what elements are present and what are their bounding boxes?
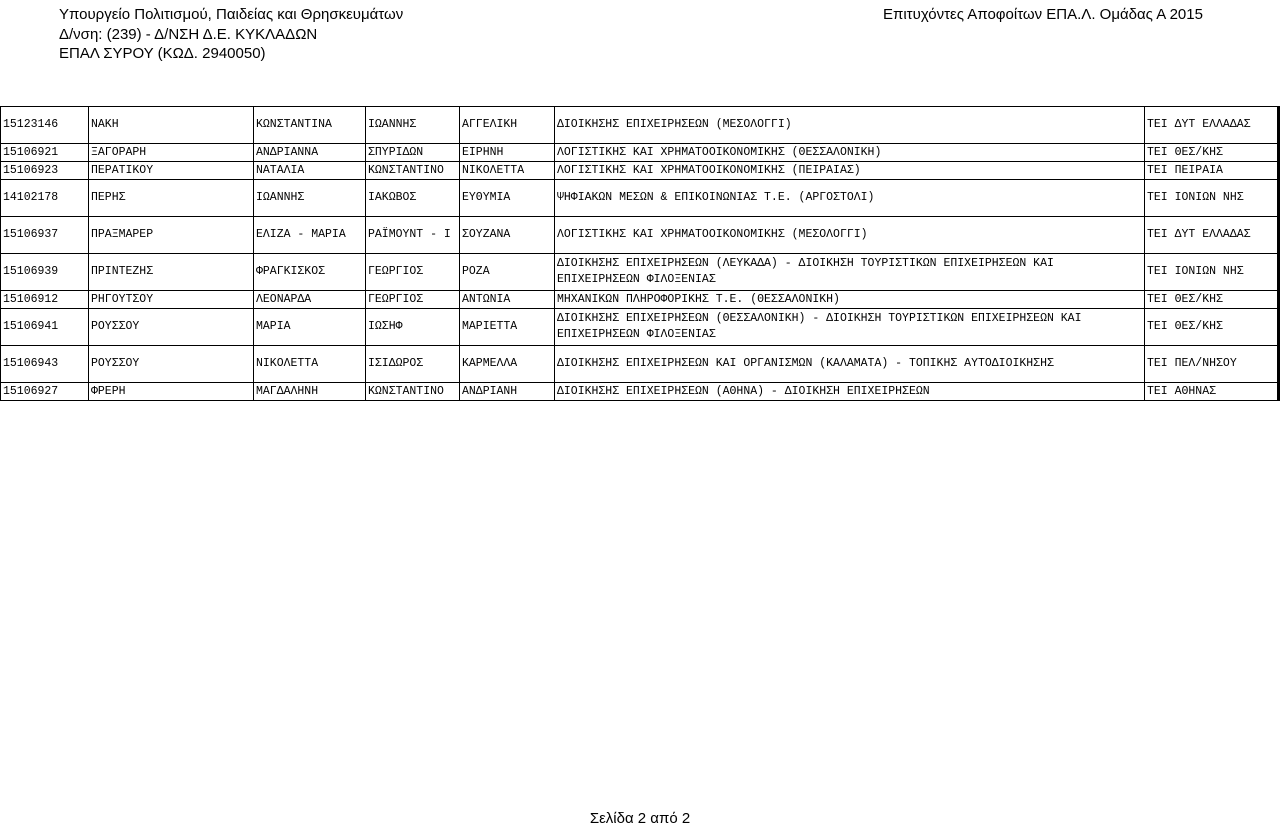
father-name: ΓΕΩΡΓΙΟΣ [366,291,460,309]
institution: ΤΕΙ ΠΕΙΡΑΙΑ [1145,162,1279,180]
first-name: ΦΡΑΓΚΙΣΚΟΣ [254,254,366,291]
father-name: ΙΑΚΩΒΟΣ [366,180,460,217]
table-row [1,162,1279,180]
document-header-left [59,5,403,64]
first-name: ΜΑΡΙΑ [254,309,366,346]
surname: ΡΗΓΟΥΤΣΟΥ [89,291,254,309]
father-name: ΚΩΝΣΤΑΝΤΙΝΟ [366,162,460,180]
table-row [1,180,1279,217]
department: ΔΙΟΙΚΗΣΗΣ ΕΠΙΧΕΙΡΗΣΕΩΝ ΚΑΙ ΟΡΓΑΝΙΣΜΩΝ (ΚΑΛΑΜΑΤΑ) - ΤΟΠΙΚΗΣ ΑΥΤΟΔΙΟΙΚΗΣΗΣ [555,346,1145,383]
table-row [1,383,1279,401]
directorate-name: Δ/νση: (239) - Δ/ΝΣΗ Δ.Ε. ΚΥΚΛΑΔΩΝ [59,25,318,43]
father-name: ΙΣΙΔΩΡΟΣ [366,346,460,383]
first-name: ΕΛΙΖΑ - ΜΑΡΙΑ [254,217,366,254]
institution: ΤΕΙ ΔΥΤ ΕΛΛΑΔΑΣ [1145,107,1279,144]
surname: ΠΕΡΑΤΙΚΟΥ [89,162,254,180]
department: ΔΙΟΙΚΗΣΗΣ ΕΠΙΧΕΙΡΗΣΕΩΝ (ΘΕΣΣΑΛΟΝΙΚΗ) - ΔΙΟΙΚΗΣΗ ΤΟΥΡΙΣΤΙΚΩΝ ΕΠΙΧΕΙΡΗΣΕΩΝ ΚΑΙ ΕΠΙΧΕΙΡΗΣΕΩΝ ΦΙΛΟΞΕΝΙΑΣ [555,309,1145,346]
surname: ΝΑΚΗ [89,107,254,144]
table-row [1,254,1279,291]
results-table [0,106,1280,401]
department: ΛΟΓΙΣΤΙΚΗΣ ΚΑΙ ΧΡΗΜΑΤΟΟΙΚΟΝΟΜΙΚΗΣ (ΠΕΙΡΑΙΑΣ) [555,162,1145,180]
department: ΔΙΟΙΚΗΣΗΣ ΕΠΙΧΕΙΡΗΣΕΩΝ (ΜΕΣΟΛΟΓΓΙ) [555,107,1145,144]
father-name: ΙΩΑΝΝΗΣ [366,107,460,144]
department: ΔΙΟΙΚΗΣΗΣ ΕΠΙΧΕΙΡΗΣΕΩΝ (ΛΕΥΚΑΔΑ) - ΔΙΟΙΚΗΣΗ ΤΟΥΡΙΣΤΙΚΩΝ ΕΠΙΧΕΙΡΗΣΕΩΝ ΚΑΙ ΕΠΙΧΕΙΡΗΣΕΩΝ ΦΙΛΟΞΕΝΙΑΣ [555,254,1145,291]
department: ΜΗΧΑΝΙΚΩΝ ΠΛΗΡΟΦΟΡΙΚΗΣ Τ.Ε. (ΘΕΣΣΑΛΟΝΙΚΗ) [555,291,1145,309]
department: ΨΗΦΙΑΚΩΝ ΜΕΣΩΝ & ΕΠΙΚΟΙΝΩΝΙΑΣ Τ.Ε. (ΑΡΓΟΣΤΟΛΙ) [555,180,1145,217]
candidate-code: 15106941 [1,309,89,346]
mother-name: ΡΟΖΑ [460,254,555,291]
surname: ΡΟΥΣΣΟΥ [89,346,254,383]
surname: ΠΡΑΞΜΑΡΕΡ [89,217,254,254]
mother-name: ΕΥΘΥΜΙΑ [460,180,555,217]
first-name: ΝΑΤΑΛΙΑ [254,162,366,180]
institution: ΤΕΙ ΘΕΣ/ΚΗΣ [1145,291,1279,309]
surname: ΞΑΓΟΡΑΡΗ [89,144,254,162]
school-name: ΕΠΑΛ ΣΥΡΟΥ (ΚΩΔ. 2940050) [59,45,266,62]
mother-name: ΑΓΓΕΛΙΚΗ [460,107,555,144]
table-row [1,217,1279,254]
mother-name: ΑΝΤΩΝΙΑ [460,291,555,309]
first-name: ΙΩΑΝΝΗΣ [254,180,366,217]
page-number: Σελίδα 2 από 2 [589,810,691,827]
department: ΛΟΓΙΣΤΙΚΗΣ ΚΑΙ ΧΡΗΜΑΤΟΟΙΚΟΝΟΜΙΚΗΣ (ΜΕΣΟΛΟΓΓΙ) [555,217,1145,254]
department: ΔΙΟΙΚΗΣΗΣ ΕΠΙΧΕΙΡΗΣΕΩΝ (ΑΘΗΝΑ) - ΔΙΟΙΚΗΣΗ ΕΠΙΧΕΙΡΗΣΕΩΝ [555,383,1145,401]
institution: ΤΕΙ ΔΥΤ ΕΛΛΑΔΑΣ [1145,217,1279,254]
candidate-code: 15106923 [1,162,89,180]
first-name: ΝΙΚΟΛΕΤΤΑ [254,346,366,383]
department: ΛΟΓΙΣΤΙΚΗΣ ΚΑΙ ΧΡΗΜΑΤΟΟΙΚΟΝΟΜΙΚΗΣ (ΘΕΣΣΑΛΟΝΙΚΗ) [555,144,1145,162]
institution: ΤΕΙ ΠΕΛ/ΝΗΣΟΥ [1145,346,1279,383]
candidate-code: 14102178 [1,180,89,217]
mother-name: ΚΑΡΜΕΛΛΑ [460,346,555,383]
table-row [1,346,1279,383]
candidate-code: 15123146 [1,107,89,144]
institution: ΤΕΙ ΘΕΣ/ΚΗΣ [1145,144,1279,162]
institution: ΤΕΙ ΙΟΝΙΩΝ ΝΗΣ [1145,254,1279,291]
mother-name: ΕΙΡΗΝΗ [460,144,555,162]
surname: ΦΡΕΡΗ [89,383,254,401]
mother-name: ΣΟΥΖΑΝΑ [460,217,555,254]
first-name: ΑΝΔΡΙΑΝΝΑ [254,144,366,162]
institution: ΤΕΙ ΘΕΣ/ΚΗΣ [1145,309,1279,346]
candidate-code: 15106943 [1,346,89,383]
first-name: ΜΑΓΔΑΛΗΝΗ [254,383,366,401]
mother-name: ΜΑΡΙΕΤΤΑ [460,309,555,346]
table-row [1,107,1279,144]
institution: ΤΕΙ ΙΟΝΙΩΝ ΝΗΣ [1145,180,1279,217]
ministry-name: Υπουργείο Πολιτισμού, Παιδείας και Θρησκευμάτων [59,6,404,23]
table-row [1,291,1279,309]
surname: ΠΕΡΗΣ [89,180,254,217]
mother-name: ΑΝΔΡΙΑΝΗ [460,383,555,401]
table-row [1,144,1279,162]
candidate-code: 15106939 [1,254,89,291]
father-name: ΣΠΥΡΙΔΩΝ [366,144,460,162]
father-name: ΙΩΣΗΦ [366,309,460,346]
candidate-code: 15106937 [1,217,89,254]
first-name: ΛΕΟΝΑΡΔΑ [254,291,366,309]
table-row [1,309,1279,346]
father-name: ΓΕΩΡΓΙΟΣ [366,254,460,291]
surname: ΠΡΙΝΤΕΖΗΣ [89,254,254,291]
father-name: ΚΩΝΣΤΑΝΤΙΝΟ [366,383,460,401]
candidate-code: 15106927 [1,383,89,401]
candidate-code: 15106912 [1,291,89,309]
surname: ΡΟΥΣΣΟΥ [89,309,254,346]
mother-name: ΝΙΚΟΛΕΤΤΑ [460,162,555,180]
candidate-code: 15106921 [1,144,89,162]
institution: ΤΕΙ ΑΘΗΝΑΣ [1145,383,1279,401]
first-name: ΚΩΝΣΤΑΝΤΙΝΑ [254,107,366,144]
father-name: ΡΑΪΜΟΥΝΤ - Ι [366,217,460,254]
document-title: Επιτυχόντες Αποφοίτων ΕΠΑ.Λ. Ομάδας Α 2015 [883,6,1203,23]
